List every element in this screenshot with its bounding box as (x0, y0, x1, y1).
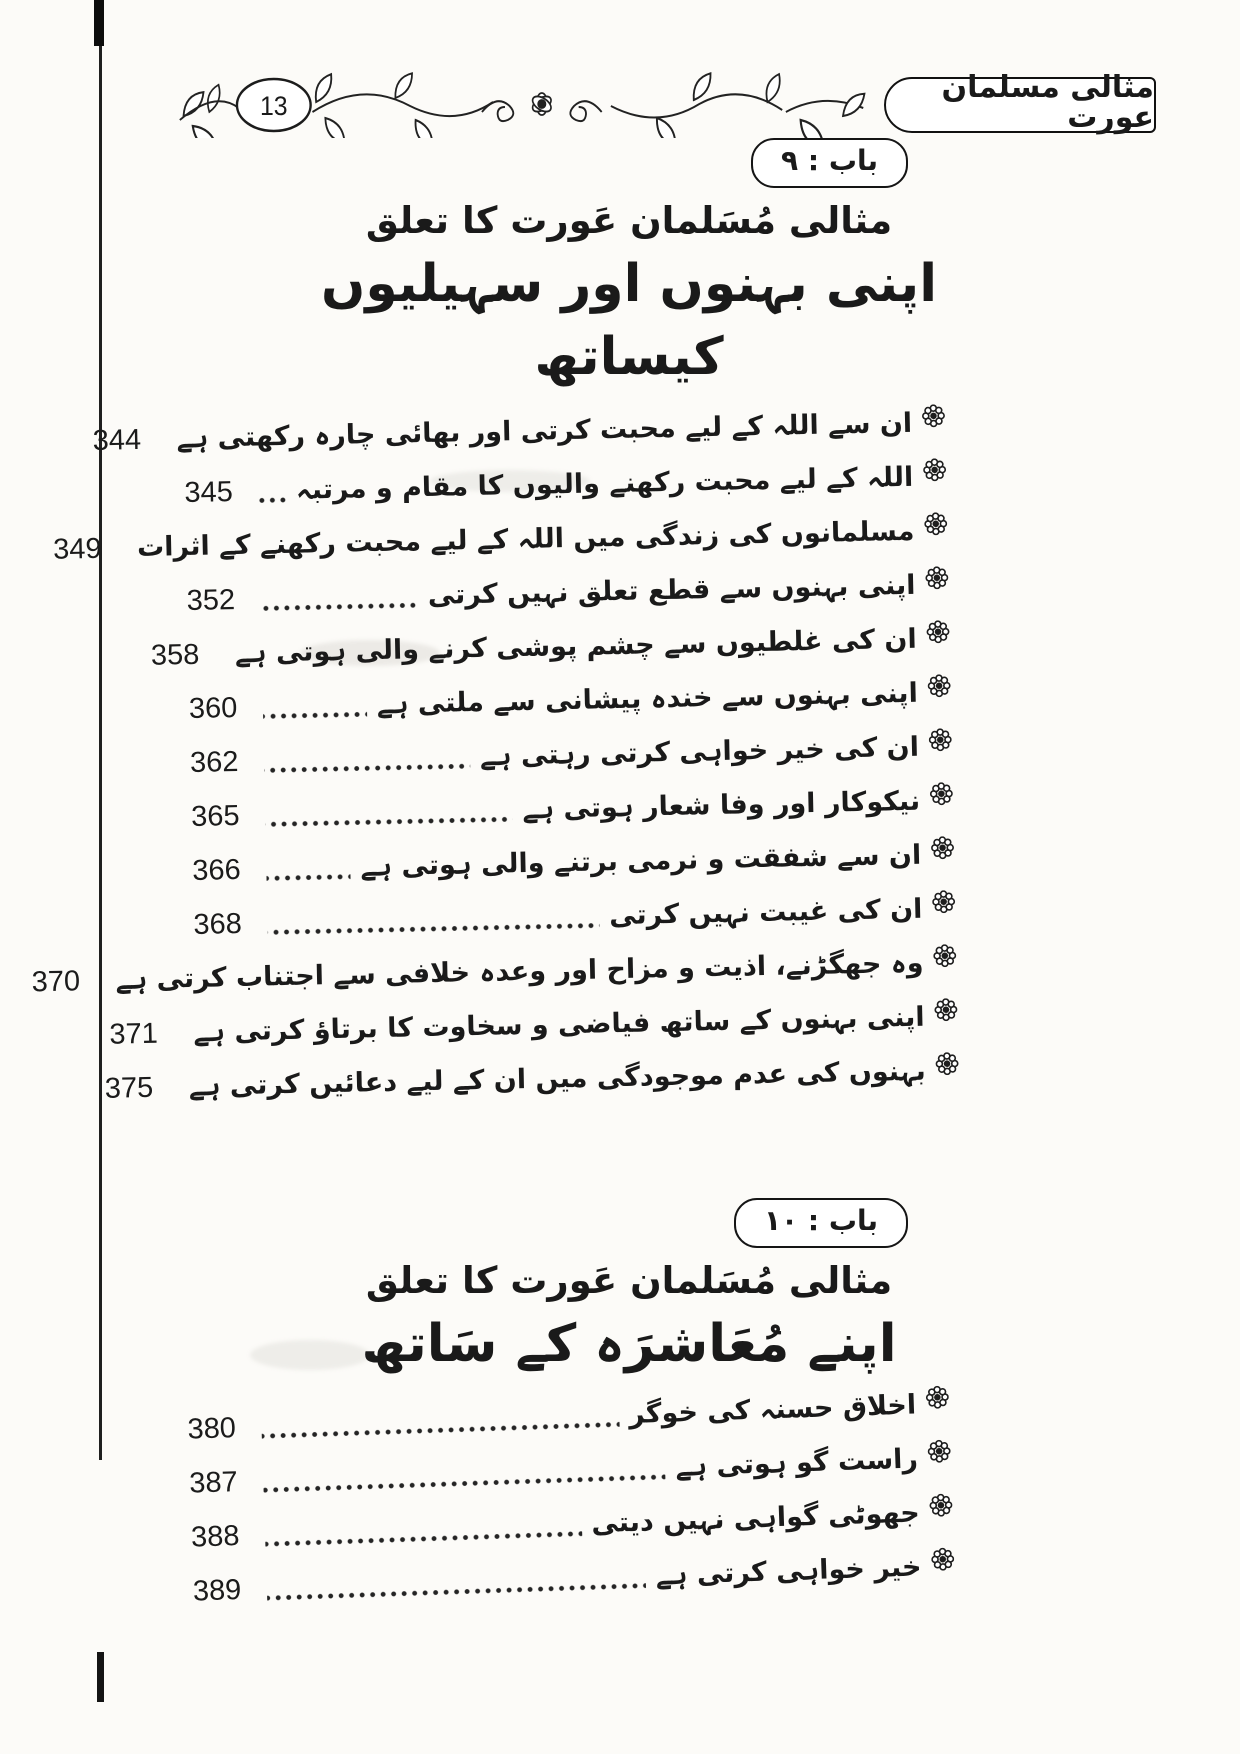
dotted-leader (263, 709, 367, 721)
toc-entry-title: اللہ کے لیے محبت رکھنے والیوں کا مقام و مرتبہ (295, 461, 914, 506)
chapter-10-title-line2: اپنے مُعَاشرَہ کے سَاتھ (361, 1313, 897, 1374)
toc-entry-page-number: 389 (192, 1573, 242, 1608)
toc-entry-page-number: 387 (188, 1466, 239, 1500)
scan-corner-mark-bottom (97, 1652, 104, 1702)
flower-bullet-icon (930, 781, 953, 804)
chapter-9-toc-list (31, 396, 960, 1114)
toc-entry-page-number: 370 (31, 964, 81, 998)
chapter-9-title-line1: مثالی مُسَلمان عَورت کا تعلق (365, 199, 893, 243)
toc-entry-title: مسلمانوں کی زندگی میں اللہ کے لیے محبت رکھنے کے اثرات (136, 515, 915, 563)
dotted-leader (263, 1472, 666, 1495)
flower-bullet-icon (926, 619, 949, 642)
chapter-9-badge-label: باب : ۹ (781, 144, 878, 177)
flower-bullet-icon (927, 673, 950, 696)
chapter-10-title-line1: مثالی مُسَلمان عَورت کا تعلق (365, 1259, 893, 1303)
flower-bullet-icon (931, 1547, 955, 1571)
toc-entry-title: راست گو ہوتی ہے (674, 1444, 919, 1484)
dotted-leader (265, 814, 512, 829)
dotted-leader (266, 871, 350, 883)
toc-entry-page-number: 344 (92, 423, 142, 457)
toc-entry-title: وہ جھگڑنے، اذیت و مزاح اور وعدہ خلافی سے اجتناب کرتی ہے (115, 947, 924, 996)
toc-entry-title: جھوٹی گواہی نہیں دیتی (590, 1497, 921, 1540)
toc-entry-title: ان سے شفقت و نرمی برتنے والی ہوتی ہے (360, 839, 922, 883)
toc-entry-title: اپنی بہنوں سے قطع تعلق نہیں کرتی (427, 569, 916, 611)
toc-entry-page-number: 375 (104, 1070, 154, 1104)
page-header (178, 72, 1156, 138)
flower-bullet-icon (927, 1439, 951, 1463)
dotted-leader (261, 600, 418, 613)
flower-bullet-icon (924, 511, 947, 534)
flower-bullet-icon (935, 1051, 958, 1074)
chapter-10-badge-label: باب : ۱۰ (763, 1203, 878, 1237)
book-title-badge (884, 70, 1156, 135)
flower-bullet-icon (932, 889, 955, 912)
toc-entry-title: اپنی بہنوں سے خندہ پیشانی سے ملتی ہے (376, 677, 919, 720)
chapter-10-toc-list (187, 1378, 956, 1619)
toc-entry-page-number: 352 (186, 583, 236, 617)
chapter-9-section (31, 138, 952, 1106)
flower-bullet-icon (931, 835, 954, 858)
scan-corner-mark-top (94, 0, 104, 46)
chapter-9-titles (248, 194, 1010, 393)
toc-entry-page-number: 366 (191, 853, 242, 887)
toc-entry-page-number: 365 (190, 799, 240, 833)
scan-edge-line (99, 0, 102, 1460)
flower-bullet-icon (933, 943, 956, 966)
toc-entry-page-number: 380 (186, 1412, 237, 1446)
floral-scroll-decoration (178, 72, 878, 138)
flower-bullet-icon (922, 403, 945, 426)
dotted-leader (267, 1581, 646, 1604)
chapter-9-badge (751, 138, 908, 188)
flower-bullet-icon (925, 1385, 949, 1409)
flower-bullet-icon (929, 1493, 953, 1517)
dotted-leader (264, 761, 470, 775)
flower-bullet-icon (923, 457, 946, 480)
dotted-leader (265, 1529, 582, 1549)
flower-bullet-icon (925, 565, 948, 588)
toc-entry-title: بہنوں کی عدم موجودگی میں ان کے لیے دعائیں کرتی ہے (188, 1055, 927, 1102)
toc-entry-page-number: 345 (184, 475, 234, 509)
dotted-leader (268, 920, 600, 937)
floral-ornament-band (178, 72, 878, 138)
toc-entry-title: ان سے اللہ کے لیے محبت کرتی اور بھائی چارہ رکھتی ہے (176, 407, 913, 454)
toc-entry-page-number: 360 (188, 691, 238, 725)
toc-entry-title: ان کی غلطیوں سے چشم پوشی کرنے والی ہوتی ہے (234, 623, 917, 669)
toc-entry-page-number: 388 (190, 1519, 240, 1554)
chapter-10-badge (734, 1198, 908, 1248)
flower-bullet-icon (929, 727, 952, 750)
flower-bullet-icon (934, 997, 957, 1020)
toc-entry-title: اپنی بہنوں کے ساتھ فیاضی و سخاوت کا برتاؤ کرتی ہے (193, 1001, 925, 1048)
dotted-leader (258, 495, 286, 506)
toc-entry-title: خیر خواہی کرتی ہے (655, 1551, 922, 1592)
toc-entry-page-number: 362 (189, 745, 239, 779)
chapter-9-title-line2: اپنی بہنوں اور سہیلیوں کیساتھ (320, 254, 938, 387)
toc-entry-title: نیکوکار اور وفا شعار ہوتی ہے (522, 785, 921, 825)
toc-entry-title: اخلاق حسنہ کی خوگر (628, 1390, 917, 1431)
chapter-10-titles (248, 1254, 1010, 1380)
page-number: 13 (259, 92, 288, 122)
chapter-10-section (186, 1198, 952, 1608)
toc-entry-page-number: 371 (109, 1016, 159, 1050)
table-of-contents (31, 138, 952, 1608)
toc-entry-title: ان کی غیبت نہیں کرتی (608, 893, 923, 931)
toc-entry-page-number: 368 (193, 907, 243, 941)
toc-entry-page-number: 358 (150, 637, 200, 671)
toc-entry-page-number: 349 (52, 531, 102, 565)
dotted-leader (262, 1420, 620, 1442)
toc-entry-title: ان کی خیر خواہی کرتی رہتی ہے (479, 731, 920, 772)
book-title: مثالی مسلمان عورت (941, 70, 1154, 135)
